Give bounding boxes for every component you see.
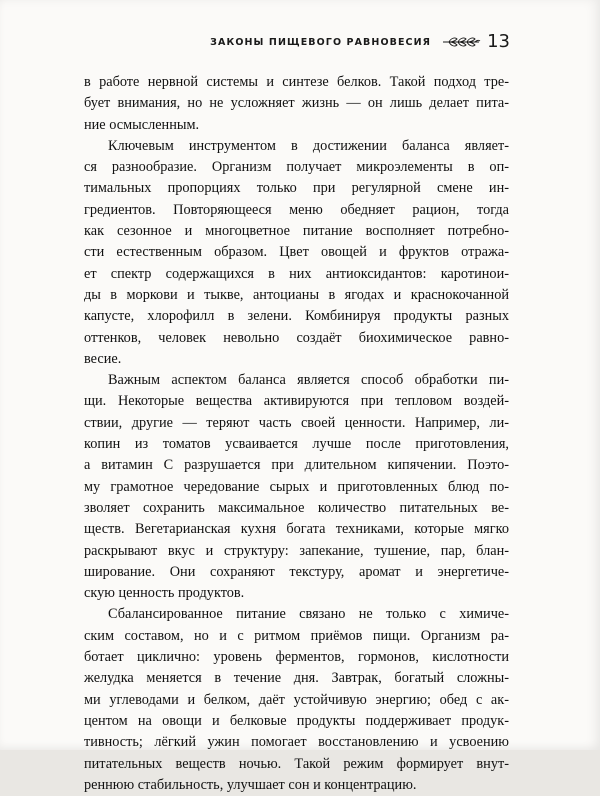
text-line: гредиентов. Повторяющееся меню обедняет рацион, тогда — [84, 201, 509, 218]
text-line: му грамотное чередование сырых и приготовленных блюд по- — [84, 478, 509, 495]
text-line: Сбалансированное питание связано не только с химиче- — [108, 606, 509, 623]
text-line: зволяет сохранить максимальное количество питательных ве- — [84, 499, 509, 516]
text-line: ским составом, но и с ритмом приёмов пищи. Организм ра- — [84, 627, 509, 644]
text-line: желудка меняется в течение дня. Завтрак, богатый сложны- — [84, 670, 509, 687]
text-line: ние осмысленным. — [84, 116, 200, 133]
text-line: капусте, хлорофилл в зелени. Комбинируя продукты разных — [84, 308, 509, 325]
paragraph — [84, 72, 509, 136]
text-line: а витамин С разрушается при длительном кипячении. Поэто- — [84, 457, 509, 474]
paragraph — [84, 136, 509, 370]
text-line: ствии, другие — теряют часть своей ценности. Например, ли- — [84, 414, 509, 431]
leaf-branch-icon — [441, 35, 481, 49]
text-line: Важным аспектом баланса является способ обработки пи- — [108, 372, 509, 389]
text-line: скую ценность продуктов. — [84, 585, 245, 602]
chapter-title: ЗАКОНЫ ПИЩЕВОГО РАВНОВЕСИЯ — [210, 36, 432, 48]
text-line: ет спектр содержащихся в них антиоксидантов: каротинои- — [84, 265, 509, 282]
text-line: в работе нервной системы и синтезе белков. Такой подход тре- — [84, 74, 509, 90]
text-line: ды в моркови и тыкве, антоцианы в ягодах и краснокочанной — [84, 286, 509, 303]
text-line: ботает циклично: уровень ферментов, гормонов, кислотности — [84, 649, 509, 666]
text-line: ществ. Вегетарианская кухня богата техниками, которые мягко — [84, 521, 509, 538]
running-header — [210, 30, 510, 54]
text-line: сти естественным образом. Цвет овощей и фруктов отража- — [84, 244, 509, 261]
body-text — [84, 72, 509, 796]
text-line: как сезонное и многоцветное питание восполняет потребно- — [84, 223, 509, 240]
text-line: Ключевым инструментом в достижении баланса являет- — [108, 137, 509, 154]
text-line: весие. — [84, 350, 122, 367]
text-line: ми углеводами и белком, даёт устойчивую энергию; обед с ак- — [84, 691, 509, 708]
text-line: реннюю стабильность, улучшает сон и концентрацию. — [84, 776, 417, 793]
text-line: оттенков, человек невольно создаёт биохимическое равно- — [84, 329, 509, 346]
text-line: щи. Некоторые вещества активируются при тепловом воздей- — [84, 393, 509, 410]
paragraph — [84, 604, 509, 796]
text-line: тивность; лёгкий ужин помогает восстановлению и усвоению — [84, 734, 509, 751]
text-line: ся разнообразие. Организм получает микроэлементы в оп- — [84, 159, 509, 176]
text-line: тимальных пропорциях только при регулярной смене ин- — [84, 180, 509, 197]
page-number: 13 — [487, 31, 510, 52]
text-line: бует внимания, но не усложняет жизнь — он лишь делает пита- — [84, 95, 509, 112]
text-line: копин из томатов усваивается лучше после приготовления, — [84, 436, 509, 453]
text-line: питательных веществ ночью. Такой режим формирует внут- — [84, 755, 509, 772]
text-line: ширование. Они сохраняют текстуру, аромат и энергетиче- — [84, 563, 509, 580]
text-line: центом на овощи и белковые продукты поддерживает продук- — [84, 712, 509, 729]
text-line: раскрывают вкус и структуру: запекание, тушение, пар, блан- — [84, 542, 509, 559]
paragraph — [84, 370, 509, 604]
